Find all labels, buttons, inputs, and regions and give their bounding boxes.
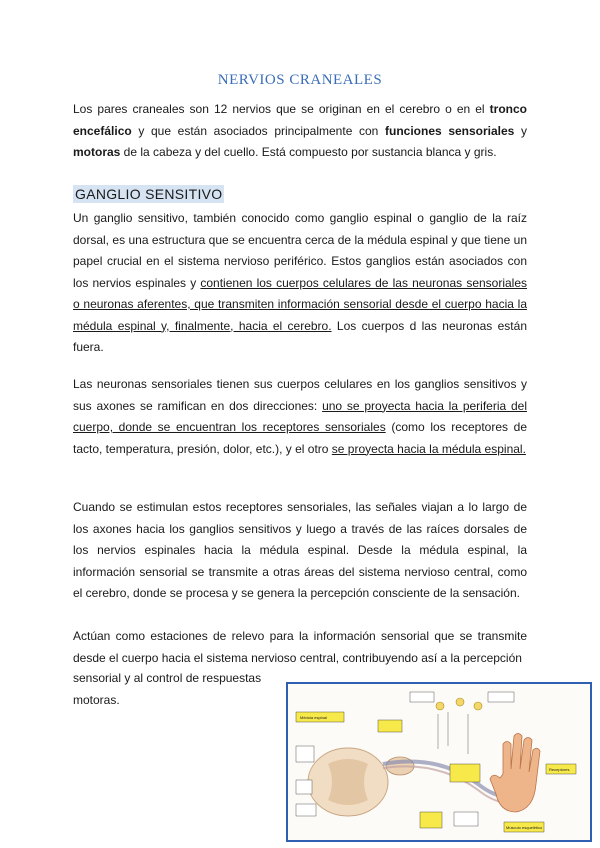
p1-text-1: Un ganglio sensitivo, también conocido como ganglio espinal o ganglio de la raíz dorsal, es una estructura que se encuentra cerca de la médula espinal y que tiene un papel crucial en el sistema nervioso periférico. Estos ganglios están asociados con los nervios espinales y <box>73 211 527 290</box>
intro-bold-1: tronco encefálico <box>73 102 527 138</box>
p2-text-1: Las neuronas sensoriales tienen sus cuerpos celulares en los ganglios sensitivos y sus axones se ramifican en dos direcciones: <box>73 377 527 413</box>
intro-bold-2: funciones sensoriales <box>385 123 515 138</box>
intro-bold-3: motoras <box>73 145 121 159</box>
intro-text-3: y <box>514 123 528 138</box>
receptor-icon <box>474 702 482 710</box>
p2-underlined-1: uno se proyecta hacia la periferia del cuerpo, donde se encuentran los receptores sensoriales <box>73 398 527 434</box>
label-receptors: Receptores <box>549 767 570 772</box>
p2-text-2: (como los receptores de tacto, temperatura, presión, dolor, etc.), y el otro <box>73 420 527 456</box>
paragraph-4-end: sensorial y al control de respuestas motoras. <box>73 671 262 707</box>
paragraph-2 <box>73 374 527 460</box>
intro-text-2: y que están asociados principalmente con <box>131 123 385 138</box>
intro-text-1: Los pares craneales son 12 nervios que se originan en el cerebro o en el <box>73 102 490 116</box>
label-spinal-cord: Médula espinal <box>300 715 327 720</box>
ganglion-diagram <box>286 682 592 842</box>
label-muscle: Músculo esquelético <box>506 825 543 830</box>
paragraph-1 <box>73 208 527 359</box>
p1-text-2: Los cuerpos d las neuronas están fuera. <box>73 318 527 354</box>
page-title: NERVIOS CRANEALES <box>217 72 383 88</box>
receptor-icon <box>456 698 464 706</box>
p1-underlined: contienen los cuerpos celulares de las neuronas sensoriales o neuronas aferentes, que transmiten información sensorial desde el cuerpo hacia la médula espinal y, finalmente, hacia el cerebro. <box>73 275 528 333</box>
paragraph-3: Cuando se estimulan estos receptores sensoriales, las señales viajan a lo largo de los axones hacia los ganglios sensitivos y luego a través de las raíces dorsales de los nervios espinales hacia la médula espinal. Desde la médula espinal, la información sensorial se transmite a otras áreas del sistema nervioso central, como el cerebro, donde se procesa y se genera la percepción consciente de la sensación. <box>73 500 527 600</box>
diagram-svg <box>288 684 590 840</box>
p2-underlined-2: se proyecta hacia la médula espinal. <box>331 441 526 456</box>
paragraph-4-lines: Actúan como estaciones de relevo para la información sensorial que se transmite desde el cuerpo hacia el sistema nervioso central, contribuyendo así a la percepción <box>73 629 527 665</box>
intro-paragraph <box>73 99 527 164</box>
section-heading: GANGLIO SENSITIVO <box>75 186 223 202</box>
intro-text-4: de la cabeza y del cuello. Está compuesto por sustancia blanca y gris. <box>120 145 497 159</box>
receptor-icon <box>436 702 444 710</box>
